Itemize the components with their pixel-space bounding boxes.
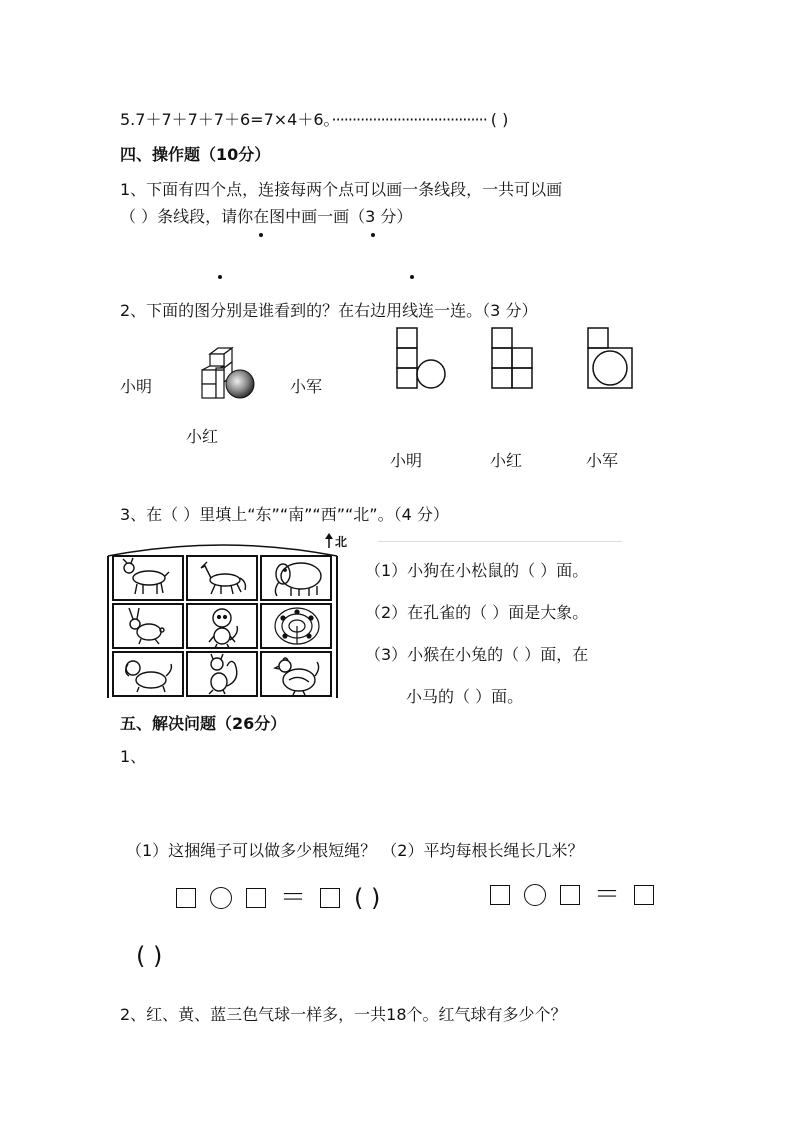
operation-question-1-line-2[interactable]: （ ）条线段，请你在图中画一画（3 分） (120, 207, 413, 226)
observer-bottom-name: 小红 (186, 427, 219, 446)
squirrel-icon (209, 654, 237, 694)
observer-right-name: 小军 (290, 377, 323, 396)
section-title-operations: 四、操作题（10分） (120, 145, 271, 164)
answer-box[interactable] (490, 885, 510, 905)
formula-2 (490, 880, 668, 910)
observer-left-name: 小明 (120, 377, 153, 396)
answer-box[interactable] (560, 885, 580, 905)
operator-circle[interactable] (210, 887, 232, 909)
goat-icon (123, 558, 169, 594)
dog-icon (126, 661, 172, 692)
point-dot[interactable] (259, 233, 263, 237)
direction-item-3-continued[interactable]: 小马的（ ）面。 (406, 687, 524, 706)
north-label: 北 (335, 535, 348, 549)
answer-blank[interactable]: ( ) (490, 110, 509, 129)
animal-grid (105, 540, 341, 700)
point-dot[interactable] (410, 275, 414, 279)
section-title-problem-solving: 五、解决问题（26分） (120, 714, 287, 733)
operation-question-3-title: 3、在（ ）里填上“东”“南”“西”“北”。（4 分） (120, 505, 449, 524)
view-label-3[interactable]: 小军 (586, 451, 619, 470)
operation-question-2-title: 2、下面的图分别是谁看到的？在右边用线连一连。（3 分） (120, 301, 538, 320)
answer-box[interactable] (176, 888, 196, 908)
view-option-3[interactable] (586, 326, 636, 392)
horse-icon (201, 562, 245, 594)
divider (378, 541, 622, 542)
formula-1 (176, 884, 394, 912)
unit-paren[interactable]: ( ) (354, 884, 381, 912)
view-option-1[interactable] (395, 326, 449, 392)
answer-box[interactable] (320, 888, 340, 908)
operation-question-1-line-1: 1、下面有四个点，连接每两个点可以画一条线段，一共可以画 (120, 180, 563, 199)
equals-sign: ＝ (280, 883, 307, 913)
point-dot[interactable] (218, 275, 222, 279)
point-dot[interactable] (371, 233, 375, 237)
view-label-2[interactable]: 小红 (490, 451, 523, 470)
unit-paren[interactable]: ( ) (136, 942, 163, 970)
direction-item-1[interactable]: （1）小狗在小松鼠的（ ）面。 (365, 561, 589, 580)
problem-1-label: 1、 (120, 747, 147, 766)
problem-1-questions: （1）这捆绳子可以做多少根短绳？ （2）平均每根长绳长几米？ (126, 841, 584, 860)
judge-item-text: 5.7＋7＋7＋7＋6=7×4＋6。 (120, 110, 332, 129)
monkey-icon (209, 609, 237, 648)
operator-circle[interactable] (524, 884, 546, 906)
leader-dots: ······································ (331, 110, 487, 129)
direction-item-2[interactable]: （2）在孔雀的（ ）面是大象。 (365, 603, 589, 622)
rabbit-icon (129, 608, 164, 644)
hen-icon (275, 658, 319, 695)
direction-item-3[interactable]: （3）小猴在小兔的（ ）面，在 (365, 645, 589, 664)
peacock-icon (275, 608, 319, 644)
problem-2-text: 2、红、黄、蓝三色气球一样多，一共18个。红气球有多少个？ (120, 1005, 567, 1024)
answer-box[interactable] (246, 888, 266, 908)
view-label-1[interactable]: 小明 (390, 451, 423, 470)
equals-sign: ＝ (594, 880, 621, 910)
view-option-2[interactable] (490, 326, 538, 392)
cubes-and-ball-figure (196, 342, 260, 408)
answer-box[interactable] (634, 885, 654, 905)
elephant-icon (275, 563, 321, 596)
judge-item-5-7 (120, 107, 508, 130)
ball-icon (226, 370, 254, 398)
unit-paren-second[interactable] (136, 942, 162, 970)
